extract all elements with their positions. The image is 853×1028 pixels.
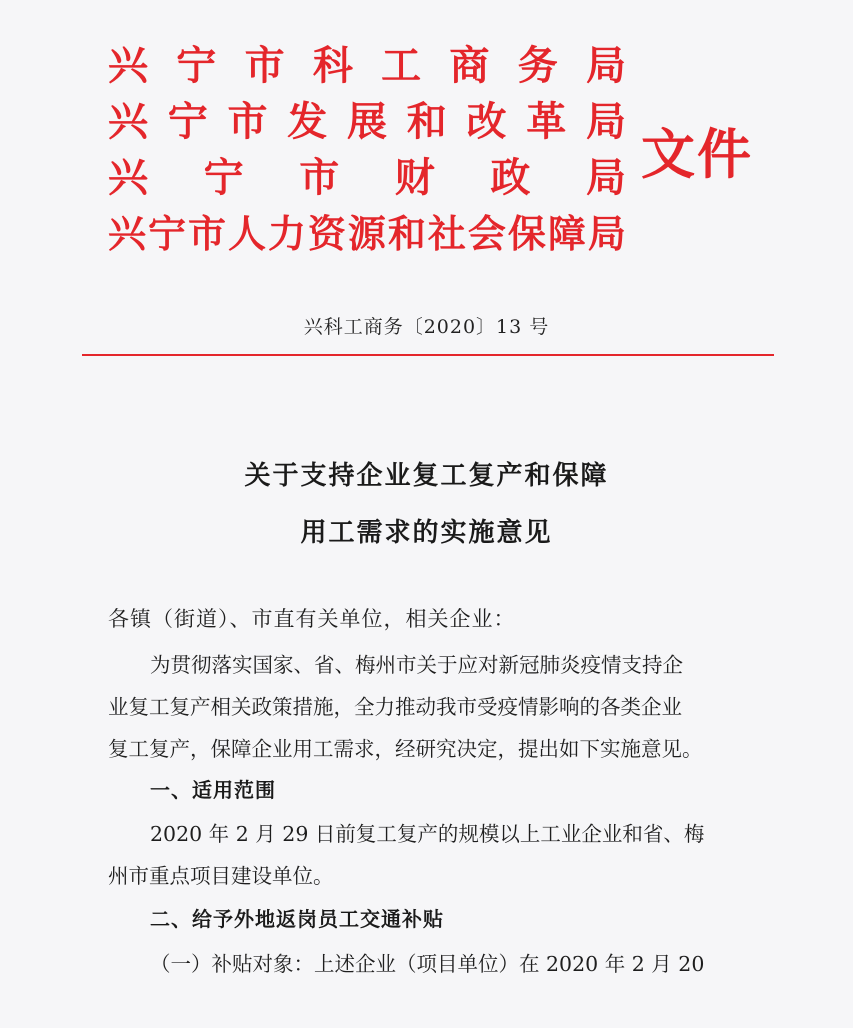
issuer-line-1 [108,38,626,94]
issuer-char: 商 [449,43,490,89]
intro-line-1: 为贯彻落实国家、省、梅州市关于应对新冠肺炎疫情支持企 [150,653,683,677]
section-2-paragraph [108,943,748,985]
issuer-char: 务 [517,43,558,89]
issuer-char: 局 [586,99,626,145]
issuer-char: 革 [526,99,567,145]
issuer-char: 兴 [108,155,148,201]
issuer-char: 展 [347,99,387,145]
issuer-line-4 [108,206,626,262]
issuer-char: 人 [227,212,266,256]
section-1-paragraph [108,813,748,897]
issuer-char: 改 [466,99,507,145]
section-2-heading: 二、给予外地返岗员工交通补贴 [150,907,444,931]
issuer-char: 科 [312,43,353,89]
issuer-char: 局 [585,155,626,201]
issuer-char: 市 [299,155,340,201]
section-2-line-1: （一）补贴对象：上述企业（项目单位）在 2020 年 2 月 20 [150,952,705,976]
issuer-line-2 [108,94,626,150]
issuing-authorities [108,38,626,262]
issuer-char: 和 [387,212,426,256]
issuer-char: 障 [547,212,586,256]
issuer-char: 资 [307,212,346,256]
issuer-char: 兴 [108,43,148,89]
issuer-char: 发 [287,99,328,145]
issuer-char: 宁 [203,155,244,201]
issuer-char: 宁 [147,212,186,256]
red-divider-line [82,354,774,356]
document-suffix: 文件 [641,123,753,186]
issuer-char: 会 [467,212,506,256]
intro-paragraph [108,644,748,770]
issuer-char: 兴 [108,212,147,256]
issuer-char: 保 [507,212,546,256]
document-title-line-1: 关于支持企业复工复产和保障 [244,461,609,491]
document-title-line-2: 用工需求的实施意见 [300,518,553,548]
issuer-char: 宁 [176,43,217,89]
issuer-char: 政 [490,155,531,201]
issuer-char: 工 [381,43,422,89]
issuer-char: 局 [587,212,626,256]
issuer-char: 局 [585,43,626,89]
intro-line-3: 复工复产，保障企业用工需求，经研究决定，提出如下实施意见。 [108,737,703,761]
issuer-char: 和 [406,99,447,145]
issuer-char: 市 [244,43,285,89]
section-1-heading: 一、适用范围 [150,778,276,802]
issuer-char: 源 [347,212,386,256]
issuer-char: 财 [394,155,435,201]
section-1-line-2: 州市重点项目建设单位。 [108,864,334,888]
section-1-line-1: 2020 年 2 月 29 日前复工复产的规模以上工业企业和省、梅 [150,822,705,846]
issuer-line-3 [108,150,626,206]
issuer-char: 力 [267,212,306,256]
issuer-char: 市 [227,99,268,145]
issuer-char: 兴 [108,99,148,145]
issuer-char: 市 [187,212,226,256]
issuer-char: 宁 [167,99,208,145]
intro-line-2: 业复工复产相关政策措施，全力推动我市受疫情影响的各类企业 [108,695,682,719]
issuer-char: 社 [427,212,466,256]
document-number: 兴科工商务〔2020〕13 号 [303,316,550,338]
salutation: 各镇（街道）、市直有关单位，相关企业： [108,607,516,631]
